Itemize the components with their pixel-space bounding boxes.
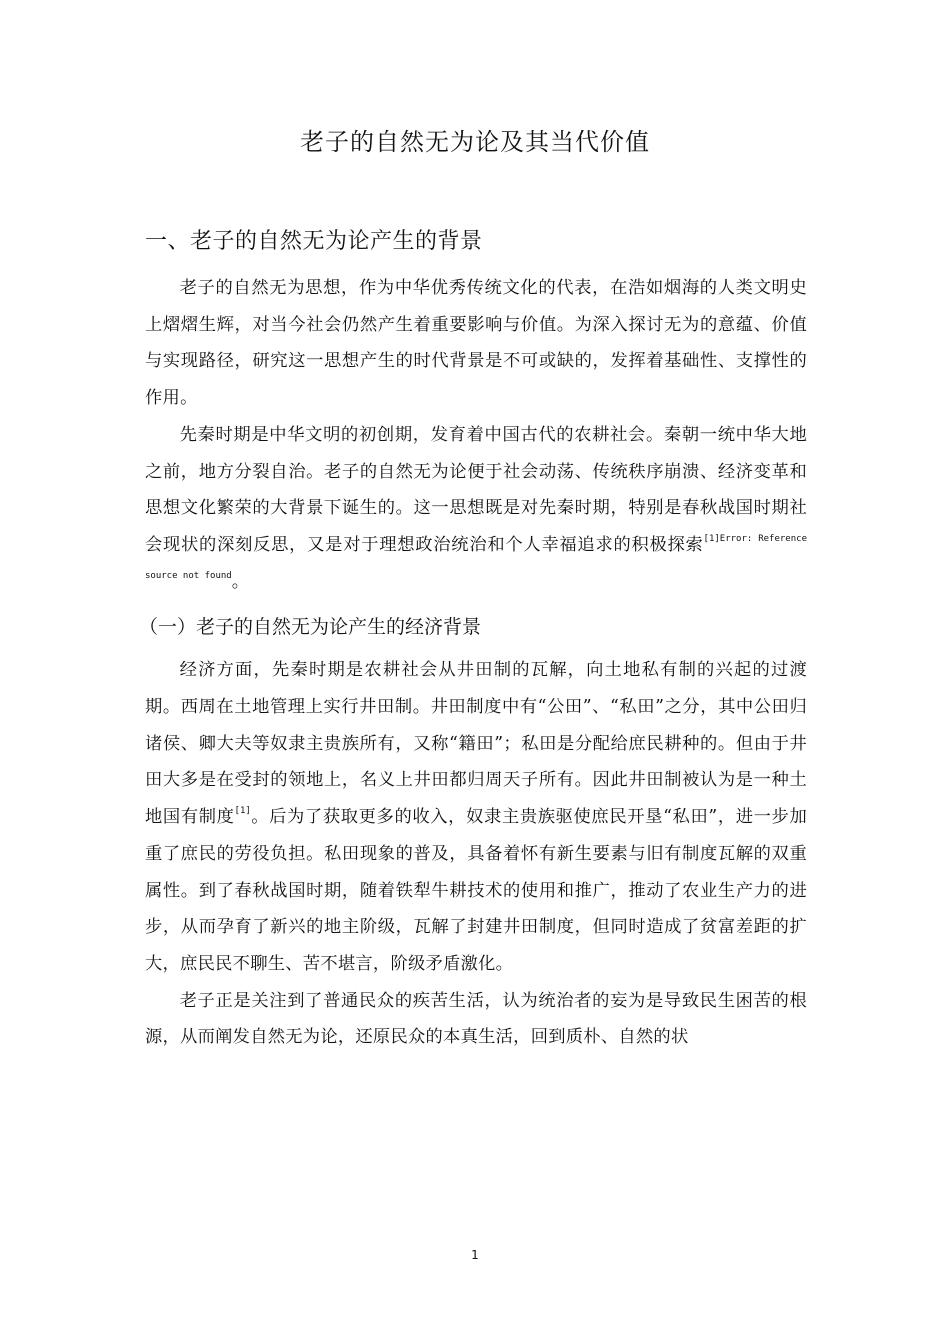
paragraph-text: 老子的自然无为思想，作为中华优秀传统文化的代表，在浩如烟海的人类文明史上熠熠生辉，对当今社会仍然产生着重要影响与价值。为深入探讨无为的意蕴、价值与实现路径，研究这一思想产生的时代背景是不可或缺的，发挥着基础性、支撑性的作用。 [145,278,807,409]
document-body [139,226,807,1056]
paragraph [145,652,807,982]
paragraph-text-cont: 。后为了获取更多的收入，奴隶主贵族驱使庶民开垦“私田”，进一步加重了庶民的劳役负担。私田现象的普及，具备着怀有新生要素与旧有制度瓦解的双重属性。到了春秋战国时期，随着铁犁牛耕技术的使用和推广，推动了农业生产力的进步，从而孕育了新兴的地主阶级，瓦解了封建井田制度，但同时造成了贫富差距的扩大，庶民民不聊生、苦不堪言，阶级矛盾激化。 [145,807,807,974]
paragraph-text: 先秦时期是中华文明的初创期，发育着中国古代的农耕社会。秦朝一统中华大地之前，地方分裂自治。老子的自然无为论便于社会动荡、传统秩序崩溃、经济变革和思想文化繁荣的大背景下诞生的。这一思想既是对先秦时期，特别是春秋战国时期社会现状的深刻反思，又是对于理想政治统治和个人幸福追求的积极探索 [145,424,807,555]
section-heading-1: 一、老子的自然无为论产生的背景 [145,229,483,254]
paragraph [145,983,807,1056]
citation-error-ref: [1]Error: Reference source not found [145,533,807,581]
document-title: 老子的自然无为论及其当代价值 [300,128,650,156]
paragraph [145,417,807,601]
paragraph [145,270,807,417]
paragraph-text: 经济方面，先秦时期是农耕社会从井田制的瓦解，向土地私有制的兴起的过渡期。西周在土地管理上实行井田制。井田制度中有“公田”、“私田”之分，其中公田归诸侯、卿大夫等奴隶主贵族所有，又称“籍田”；私田是分配给庶民耕种的。但由于井田大多是在受封的领地上，名义上井田都归周天子所有。因此井田制被认为是一种土地国有制度 [145,660,807,828]
page-number: 1 [471,1248,479,1262]
paragraph-text-end: 。 [231,571,250,592]
subsection-heading-1: （一）老子的自然无为论产生的经济背景 [139,616,482,639]
paragraph-text: 老子正是关注到了普通民众的疾苦生活，认为统治者的妄为是导致民生困苦的根源，从而阐发自然无为论，还原民众的本真生活，回到质朴、自然的状 [145,990,807,1048]
citation-ref: [1] [234,806,251,817]
